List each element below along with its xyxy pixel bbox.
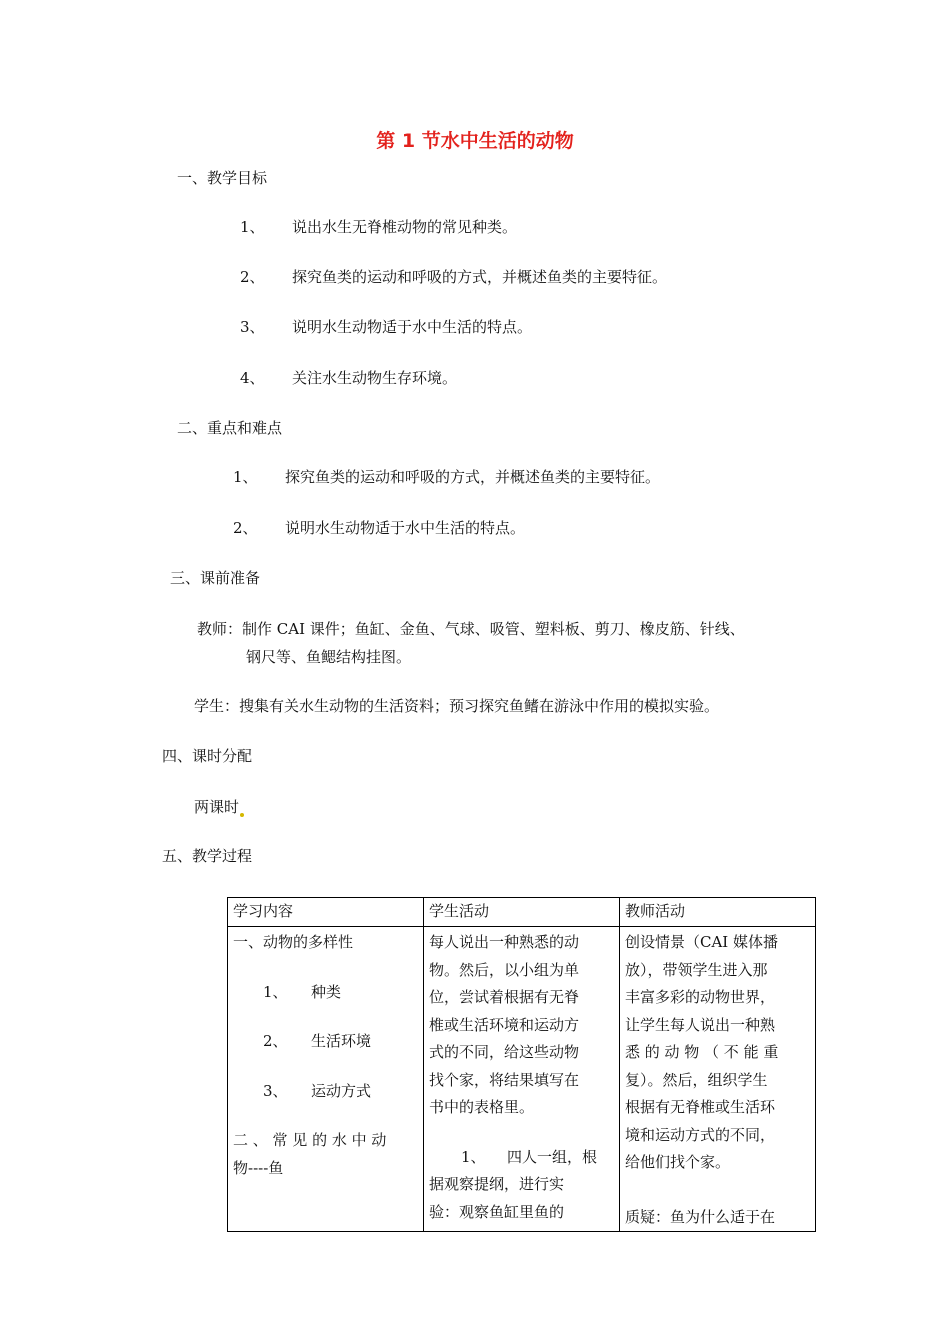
key-point-text: 探究鱼类的运动和呼吸的方式，并概述鱼类的主要特征。 bbox=[285, 468, 661, 486]
objective-item bbox=[240, 368, 457, 388]
content-cell bbox=[228, 927, 424, 1232]
topic-heading: 物----鱼 bbox=[233, 1158, 284, 1177]
activity-line: 位，尝试着根据有无脊 bbox=[428, 988, 579, 1006]
section-heading-schedule: 四、课时分配 bbox=[162, 747, 253, 765]
topic-heading: 一、动物的多样性 bbox=[233, 933, 354, 951]
table-header-cell bbox=[228, 898, 424, 927]
subitem-number: 2、 bbox=[263, 1032, 288, 1050]
table-header-row bbox=[228, 898, 816, 927]
key-point-text: 说明水生动物适于水中生活的特点。 bbox=[285, 519, 526, 537]
activity-text: 四人一组，根 bbox=[506, 1147, 597, 1166]
objective-item bbox=[240, 267, 667, 287]
activity-line: 给他们找个家。 bbox=[624, 1153, 730, 1171]
schedule-value: 两课时 bbox=[194, 798, 240, 816]
table-header-cell bbox=[619, 898, 815, 927]
activity-line: 物。然后，以小组为单 bbox=[428, 960, 579, 979]
key-point-number: 2、 bbox=[233, 519, 258, 537]
activity-line: 每人说出一种熟悉的动 bbox=[428, 933, 579, 951]
section-heading-objectives: 一、教学目标 bbox=[177, 169, 268, 187]
subitem-text: 运动方式 bbox=[311, 1081, 372, 1100]
teacher-activity-cell bbox=[619, 927, 815, 1232]
teacher-preparation-line: 钢尺等、鱼鳃结构挂图。 bbox=[246, 648, 412, 666]
objective-number: 4、 bbox=[240, 369, 265, 387]
schedule-text bbox=[194, 797, 245, 817]
section-heading-key-points: 二、重点和难点 bbox=[177, 419, 283, 437]
mark-dot bbox=[240, 813, 244, 817]
objective-item bbox=[240, 317, 532, 337]
section-heading-preparation: 三、课前准备 bbox=[170, 569, 261, 587]
objective-text: 探究鱼类的运动和呼吸的方式，并概述鱼类的主要特征。 bbox=[292, 268, 668, 286]
activity-line: 根据有无脊椎或生活环 bbox=[624, 1098, 775, 1116]
activity-line bbox=[429, 1144, 614, 1172]
activity-line: 式的不同，给这些动物 bbox=[428, 1043, 579, 1061]
topic-subitem bbox=[233, 979, 418, 1007]
subitem-text: 种类 bbox=[311, 982, 342, 1001]
objective-text: 关注水生动物生存环境。 bbox=[292, 369, 458, 387]
teaching-process-table bbox=[227, 897, 816, 1232]
objective-item bbox=[240, 217, 517, 237]
topic-subitem bbox=[233, 1028, 418, 1056]
header-student-activity: 学生活动 bbox=[428, 902, 489, 920]
activity-line: 悉 的 动 物 （ 不 能 重 bbox=[624, 1043, 779, 1061]
objective-text: 说明水生动物适于水中生活的特点。 bbox=[292, 318, 533, 336]
activity-line: 放），带领学生进入那 bbox=[624, 960, 768, 979]
table-header-cell bbox=[423, 898, 619, 927]
activity-line: 质疑：鱼为什么适于在 bbox=[624, 1207, 775, 1226]
topic-subitem bbox=[233, 1078, 418, 1106]
activity-line: 创设情景（CAI 媒体播 bbox=[624, 933, 778, 951]
objective-number: 2、 bbox=[240, 268, 265, 286]
activity-line: 找个家，将结果填写在 bbox=[428, 1070, 579, 1089]
student-preparation-line: 学生：搜集有关水生动物的生活资料；预习探究鱼鳍在游泳中作用的模拟实验。 bbox=[194, 697, 720, 715]
key-point-item bbox=[233, 518, 525, 538]
activity-line: 丰富多彩的动物世界， bbox=[624, 988, 775, 1006]
header-teacher-activity: 教师活动 bbox=[624, 902, 685, 920]
table-row bbox=[228, 927, 816, 1232]
objective-number: 3、 bbox=[240, 318, 265, 336]
section-heading-process: 五、教学过程 bbox=[162, 847, 253, 865]
topic-heading: 二 、 常 见 的 水 中 动 bbox=[233, 1131, 387, 1149]
key-point-number: 1、 bbox=[233, 468, 258, 486]
activity-line: 验：观察鱼缸里鱼的 bbox=[428, 1202, 564, 1221]
key-point-item bbox=[233, 467, 660, 487]
activity-line: 书中的表格里。 bbox=[428, 1098, 534, 1116]
subitem-text: 生活环境 bbox=[311, 1032, 372, 1050]
spacer bbox=[625, 1177, 810, 1204]
objective-number: 1、 bbox=[240, 218, 265, 236]
header-content: 学习内容 bbox=[233, 902, 294, 920]
activity-line: 椎或生活环境和运动方 bbox=[428, 1015, 579, 1034]
activity-line: 据观察提纲，进行实 bbox=[428, 1175, 564, 1193]
subitem-number: 1、 bbox=[263, 982, 288, 1001]
activity-line: 复）。然后，组织学生 bbox=[624, 1070, 768, 1089]
page-title: 第 1 节水中生活的动物 bbox=[376, 130, 574, 152]
activity-line: 让学生每人说出一种熟 bbox=[624, 1015, 775, 1034]
activity-number: 1、 bbox=[460, 1147, 486, 1166]
objective-text: 说出水生无脊椎动物的常见种类。 bbox=[292, 218, 518, 236]
student-activity-cell bbox=[423, 927, 619, 1232]
teacher-preparation-line: 教师：制作 CAI 课件；鱼缸、金鱼、气球、吸管、塑料板、剪刀、橡皮筋、针线、 bbox=[197, 620, 745, 638]
activity-line: 境和运动方式的不同， bbox=[624, 1125, 775, 1144]
subitem-number: 3、 bbox=[263, 1081, 288, 1100]
